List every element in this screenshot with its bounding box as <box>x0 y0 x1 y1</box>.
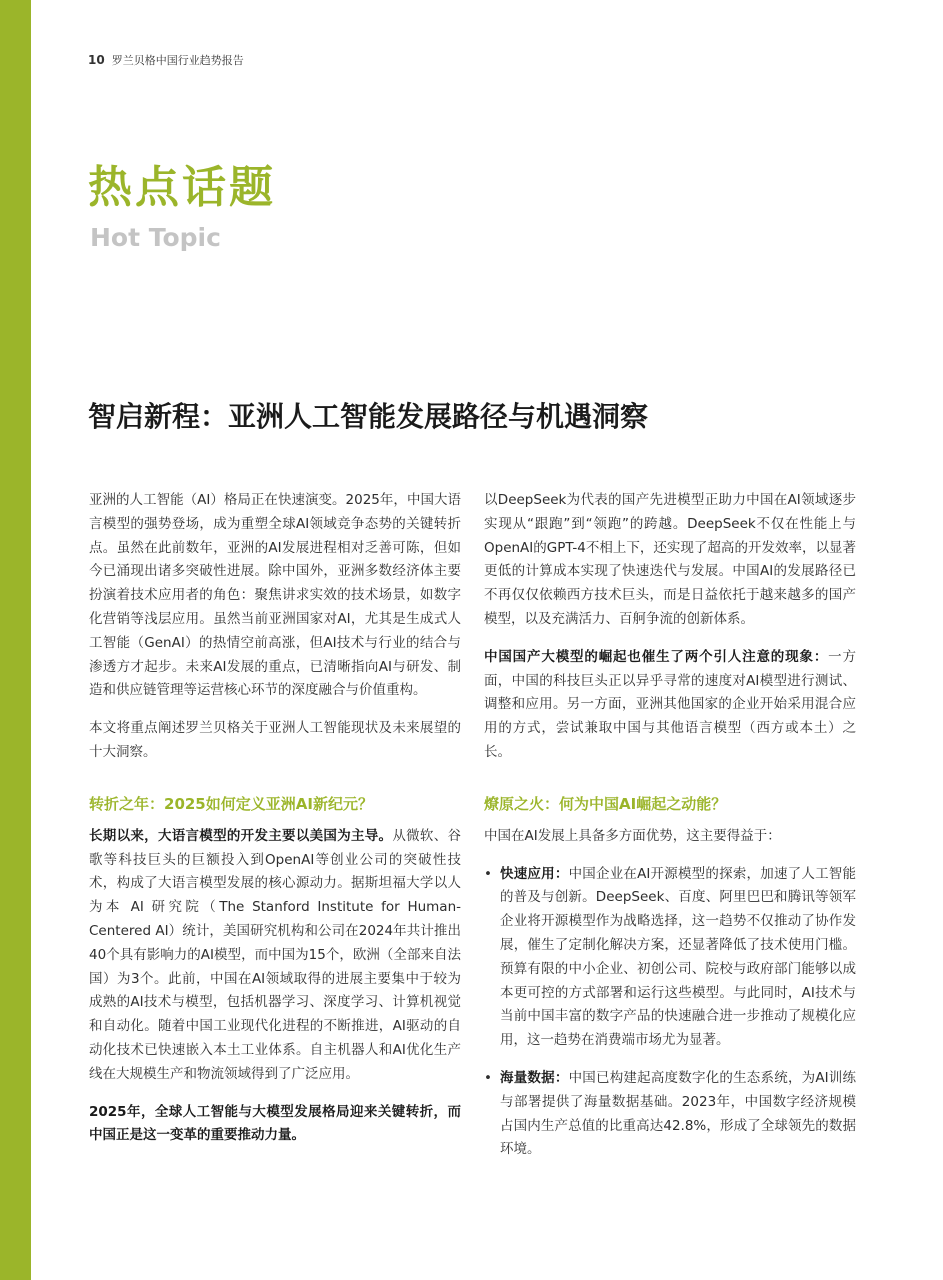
lead-sentence: 2025年，全球人工智能与大模型发展格局迎来关键转折，而中国正是这一变革的重要推动力量。 <box>89 1103 461 1144</box>
section-title-chinese: 热点话题 <box>88 162 276 213</box>
bullet-body: 中国企业在AI开源模型的探索，加速了人工智能的普及与创新。DeepSeek、百度、阿里巴巴和腾讯等领军企业将开源模型作为战略选择，这一趋势不仅推动了协作发展，催生了定制化解决方案，还显著降低了技术使用门槛。预算有限的中小企业、初创公司、院校与政府部门能够以成本更可控的方式部署和运行这些模型。与此同时，AI技术与当前中国丰富的数字产品的快速融合进一步推动了规模化应用，这一趋势在消费端市场尤为显著。 <box>500 865 857 1049</box>
intro-paragraph: 亚洲的人工智能（AI）格局正在快速演变。2025年，中国大语言模型的强势登场，成为重塑全球AI领域竞争态势的关键转折点。虽然在此前数年，亚洲的AI发展进程相对乏善可陈，但如今已涌现出诸多突破性进展。除中国外，亚洲多数经济体主要扮演着技术应用者的角色：聚焦讲求实效的技术场景，如数字化营销等浅层应用。虽然当前亚洲国家对AI，尤其是生成式人工智能（GenAI）的热情空前高涨，但AI技术与行业的结合与渗透方才起步。未来AI发展的重点，已清晰指向AI与研发、制造和供应链管理等运营核心环节的深度融合与价值重构。 <box>89 492 461 699</box>
bullet-massive-data <box>484 1067 856 1162</box>
publication-title: 罗兰贝格中国行业趋势报告 <box>111 54 244 67</box>
advantages-intro: 中国在AI发展上具备多方面优势，这主要得益于： <box>484 827 781 844</box>
bullet-marker: • <box>484 865 492 882</box>
bullet-body: 中国已构建起高度数字化的生态系统，为AI训练与部署提供了海量数据基础。2023年，中国数字经济规模占国内生产总值的比重高达42.8%，形成了全球领先的数据环境。 <box>500 1069 857 1158</box>
subheading-turning-point: 转折之年：2025如何定义亚洲AI新纪元？ <box>89 794 373 813</box>
page-number: 10 <box>88 53 105 67</box>
summary-paragraph: 本文将重点阐述罗兰贝格关于亚洲人工智能现状及未来展望的十大洞察。 <box>89 720 461 760</box>
deepseek-continuation-paragraph: 以DeepSeek为代表的国产先进模型正助力中国在AI领域逐步实现从“跟跑”到“领跑”的跨越。DeepSeek不仅在性能上与OpenAI的GPT-4不相上下，还实现了超高的开发效率，以显著更低的计算成本实现了快速迭代与发展。中国AI的发展路径已不再仅仅依赖西方技术巨头，而是日益依托于越来越多的国产模型，以及充满活力、百舸争流的创新体系。 <box>484 492 856 627</box>
lead-sentence: 长期以来，大语言模型的开发主要以美国为主导。 <box>89 827 393 844</box>
article-title: 智启新程：亚洲人工智能发展路径与机遇洞察 <box>88 400 649 433</box>
section-title-english: Hot Topic <box>90 223 221 252</box>
decorative-side-bar <box>0 0 31 1280</box>
bullet-label: 海量数据： <box>500 1069 569 1086</box>
right-column <box>484 489 856 1162</box>
bullet-fast-adoption <box>484 863 856 1053</box>
bullet-label: 快速应用： <box>500 865 569 882</box>
bullet-text <box>500 1067 856 1162</box>
running-header <box>88 52 244 68</box>
bullet-text <box>500 863 856 1053</box>
us-dominance-paragraph <box>89 825 461 1087</box>
subheading-drivers: 燎原之火：何为中国AI崛起之动能？ <box>484 794 727 813</box>
paragraph-body: 一方面，中国的科技巨头正以异乎寻常的速度对AI模型进行测试、调整和应用。另一方面，亚洲其他国家的企业开始采用混合应用的方式，尝试兼取中国与其他语言模型（西方或本土）之长。 <box>484 648 857 760</box>
bullet-marker: • <box>484 1069 492 1086</box>
lead-sentence: 中国国产大模型的崛起也催生了两个引人注意的现象： <box>484 648 829 665</box>
left-column <box>89 489 461 1148</box>
paragraph-body: 从微软、谷歌等科技巨头的巨额投入到OpenAI等创业公司的突破性技术，构成了大语言模型发展的核心源动力。据斯坦福大学以人为本 AI 研究院（The Stanford Institute for Human-Centered AI）统计，美国研究机构和公司在2024年共计推出40个具有影响力的AI模型，而中国为15个，欧洲（全部来自法国）为3个。此前，中国在AI领域取得的进展主要集中于较为成熟的AI技术与模型，包括机器学习、深度学习、计算机视觉和自动化。随着中国工业现代化进程的不断推进，AI驱动的自动化技术已快速嵌入本土工业体系。自主机器人和AI优化生产线在大规模生产和物流领域得到了广泛应用。 <box>89 827 462 1082</box>
phenomena-paragraph <box>484 646 856 765</box>
turning-2025-paragraph <box>89 1101 461 1149</box>
